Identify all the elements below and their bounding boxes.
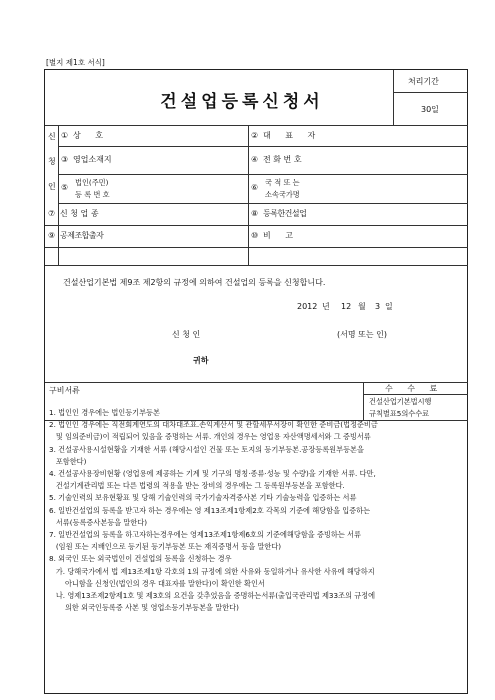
field-6-label-top: 국 적 또 는 [265,178,300,187]
fee-line-2: 규칙별표5의수수료 [369,409,430,418]
requirement-line: 3. 건설공사용시설현황을 기재한 서류 (해당시설인 건물 또는 토지의 등기부등본.공장등록원부등본을 [49,444,364,454]
field-2-number: ② [251,131,259,140]
requirements-list [49,407,463,614]
registration-form [44,69,468,694]
form-number-label: [별지 제1호 서식] [46,58,105,67]
field-8-number: ⑧ [251,209,259,218]
requirement-line: 6. 일반건설업의 등록을 받고자 하는 경우에는 영 제13조제1항제2호 각목의 기준에 해당함을 입증하는 [49,505,371,515]
field-3-number: ③ [61,155,69,164]
recipient-label: 귀하 [193,356,209,365]
field-1-number: ① [61,131,69,140]
row-line-5 [45,247,468,248]
requirement-line: 1. 법인인 경우에는 법인등기부등본 [49,408,160,417]
side-label-2: 청 [48,157,56,166]
requirement-line: 나. 영제13조제2항제1호 및 제3호의 요건을 갖추었음을 증명하는서류(출입국관리법 제33조의 규정에 [49,591,376,601]
row-line-2 [58,174,468,175]
requirement-line: 및 임의준비금)이 적립되어 있음을 증명하는 서류. 개인의 경우는 영업용 자산액명세서와 그 증빙서류 [49,432,371,442]
fee-line-1: 건설산업기본법시행 [369,397,432,406]
field-2-label: 대 표 자 [263,131,322,140]
side-label-1: 신 [48,132,56,141]
requirement-line: 7. 일반건설업의 등록을 하고자하는경우에는 영제13조제1항제6호의 기준에해당함을 증빙하는 서류 [49,530,361,540]
field-6-number: ⑥ [251,183,259,192]
date-year: 2012 [297,302,318,311]
statement-text: 건설산업기본법 제9조 제2항의 규정에 의하여 건설업의 등록을 신청합니다. [63,278,326,287]
requirement-line: 건설기계관리법 또는 다른 법령의 적용을 받는 장비의 경우에는 그 등록원부등본을 포함한다. [49,481,345,491]
date-day: 3 [375,302,381,311]
requirement-line: 4. 건설공사용장비현황 (영업용에 제공하는 기계 및 기구의 명칭·종류·성능 및 수량)을 기재한 서류. 다만, [49,469,376,479]
date-year-unit: 년 [322,302,330,311]
requirement-line: 의한 외국인등록증 사본 및 영업소등기부등본을 말한다) [49,603,239,613]
field-10-number: ⑩ [251,231,259,240]
processing-label: 처리기간 [408,77,439,86]
requirement-line: 아니함을 신청인(법인의 경우 대표자를 말한다)이 확인한 확인서 [49,578,265,588]
grid-bottom-line [45,265,468,266]
processing-value: 30일 [421,105,439,114]
fee-header: 수 수 료 [385,384,444,393]
row-line-4 [45,225,468,226]
field-6-label-bottom: 소속국가명 [265,190,300,199]
docs-header: 구비서류 [49,386,80,395]
fee-header-line [363,394,468,395]
date-month: 12 [341,302,352,311]
field-5-label-bottom: 등 록 번 호 [75,190,110,199]
requirement-line: 8. 외국인 또는 외국법인이 건설업의 등록을 신청하는 경우 [49,554,232,564]
requirement-line: 포함한다) [49,456,87,466]
form-title: 건설업등록신청서 [160,92,324,112]
field-5-number: ⑤ [61,183,69,192]
field-9-label: 공제조합출자 [60,231,104,240]
row-line-1 [58,146,468,147]
date-day-unit: 일 [385,302,393,311]
requirement-line: 가. 당해국가에서 법 제13조제1항 각호의 1의 규정에 의한 사유와 동일하거나 유사한 사유에 해당하지 [49,566,375,576]
field-4-number: ④ [251,155,259,164]
date-month-unit: 월 [358,302,366,311]
requirement-line: (임원 또는 지배인으로 등기된 등기부등본 또는 재직증명서 등을 말한다) [49,542,282,552]
docs-top-line [45,382,468,383]
field-4-label: 전 화 번 호 [263,155,302,164]
field-7-label: 신 청 업 종 [60,209,99,218]
signature-label: (서명 또는 인) [337,330,387,339]
field-1-label: 상 호 [73,131,109,140]
applicant-label: 신 청 인 [172,330,201,339]
field-9-number: ⑨ [48,231,56,240]
requirement-line: 5. 기술인력의 보유현황표 및 당해 기술인력의 국가기술자격증사본 기타 기술능력을 입증하는 서류 [49,493,357,503]
processing-divider [393,92,468,93]
title-divider [393,70,394,125]
field-5-label-top: 법인(주민) [75,178,109,187]
requirement-line: 서류(등록증사본등을 말한다) [49,517,148,527]
row-line-3 [58,203,468,204]
requirement-line: 2. 법인인 경우에는 직전회계연도의 대차대조표.손익계산서 및 관할세무서장이 확인한 준비금(법정준비금 [49,420,378,430]
field-3-label: 영업소재지 [73,155,112,164]
field-10-label: 비 고 [263,231,299,240]
field-7-number: ⑦ [48,209,56,218]
side-label-3: 인 [48,182,56,191]
title-bottom-line [45,125,468,126]
field-8-label: 등록한건설업 [263,209,307,218]
